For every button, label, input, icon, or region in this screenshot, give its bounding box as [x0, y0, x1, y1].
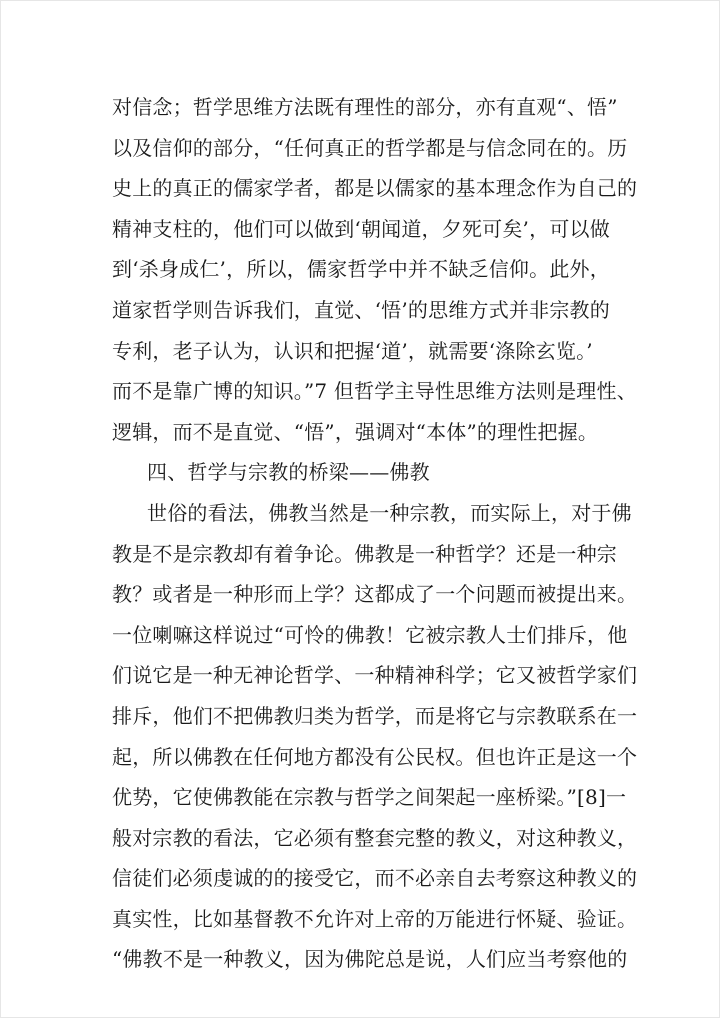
- text-line: 一位喇嘛这样说过“可怜的佛教！它被宗教人士们排斥，他: [112, 622, 628, 647]
- text-line: 而不是靠广博的知识。”7 但哲学主导性思维方法则是理性、: [112, 379, 637, 404]
- text-line: 世俗的看法，佛教当然是一种宗教，而实际上，对于佛: [147, 500, 632, 525]
- text-line: 真实性，比如基督教不允许对上帝的万能进行怀疑、验证。: [112, 906, 638, 931]
- text-line: 精神支柱的，他们可以做到‘朝闻道，夕死可矣’，可以做: [112, 216, 610, 241]
- text-line: 起，所以佛教在任何地方都没有公民权。但也许正是这一个: [112, 744, 638, 769]
- text-line: 般对宗教的看法，它必须有整套完整的教义，对这种教义，: [112, 825, 638, 850]
- text-line: 教是不是宗教却有着争论。佛教是一种哲学？还是一种宗: [112, 541, 617, 566]
- text-line: 优势，它使佛教能在宗教与哲学之间架起一座桥梁。”[8]一: [112, 785, 627, 810]
- text-line: 们说它是一种无神论哲学、一种精神科学；它又被哲学家们: [112, 663, 638, 688]
- text-line: 道家哲学则告诉我们，直觉、‘悟’的思维方式并非宗教的: [112, 297, 610, 322]
- text-line: 四、哲学与宗教的桥梁——佛教: [147, 460, 430, 485]
- text-line: 以及信仰的部分，“任何真正的哲学都是与信念同在的。历: [112, 135, 628, 160]
- text-line: 到‘杀身成仁’，所以，儒家哲学中并不缺乏信仰。此外，: [112, 257, 610, 282]
- text-line: 专利，老子认为，认识和把握‘道’，就需要‘涤除玄览。’: [112, 338, 593, 363]
- text-line: 教？或者是一种形而上学？这都成了一个问题而被提出来。: [112, 582, 638, 607]
- text-line: “佛教不是一种教义，因为佛陀总是说，人们应当考察他的: [112, 947, 628, 972]
- text-line: 信徒们必须虔诚的的接受它，而不必亲自去考察这种教义的: [112, 866, 638, 891]
- text-line: 史上的真正的儒家学者，都是以儒家的基本理念作为自己的: [112, 176, 638, 201]
- text-line: 逻辑，而不是直觉、“悟”，强调对“本体”的理性把握。: [112, 419, 599, 444]
- text-line: 对信念；哲学思维方法既有理性的部分，亦有直观“、悟”: [112, 95, 618, 119]
- body-text: [112, 87, 638, 980]
- text-line: 排斥，他们不把佛教归类为哲学，而是将它与宗教联系在一: [112, 703, 638, 728]
